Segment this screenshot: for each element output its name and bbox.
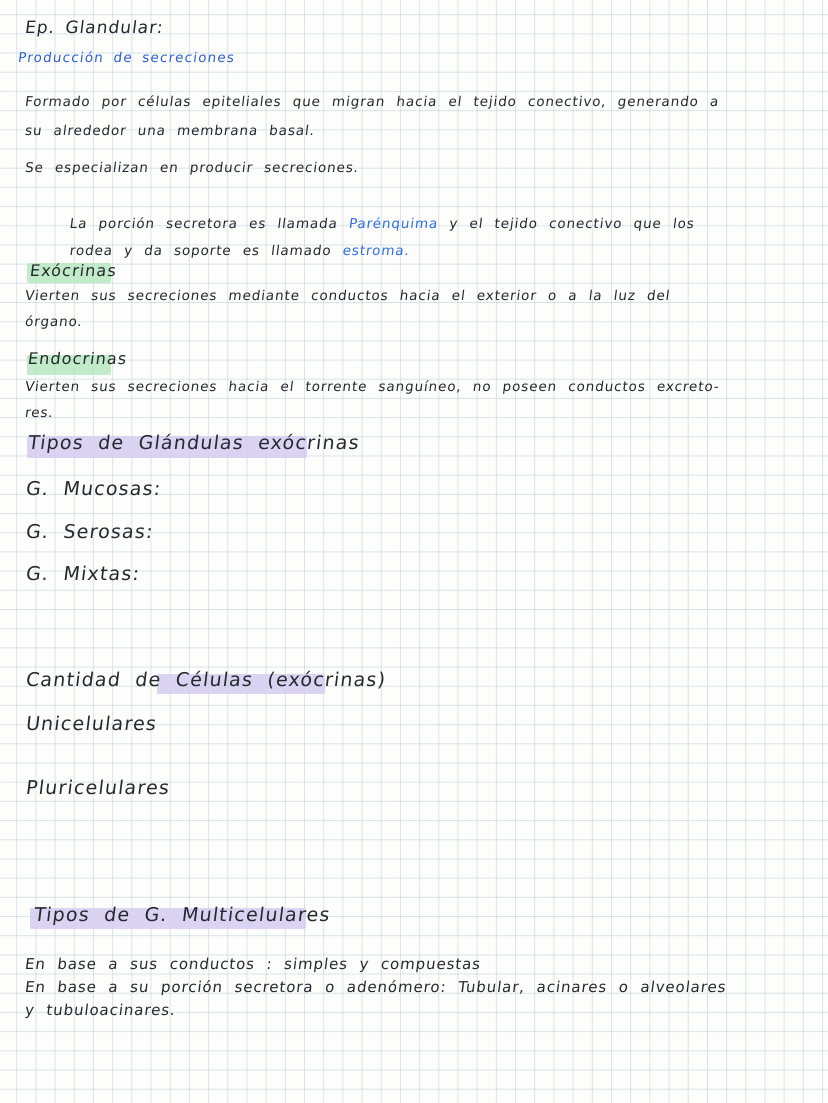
endocrinas-line-1: Vierten sus secreciones hacia el torrente sanguíneo, no poseen conductos excreto-	[24, 379, 721, 395]
paragraph-3-line-2-part-a: rodea y da soporte es llamado	[68, 242, 344, 259]
list-item-unicelulares: Unicelulares	[24, 713, 159, 735]
multicelulares-line-2: En base a su porción secretora o adenómero: Tubular, acinares o alveolares	[23, 978, 728, 996]
paragraph-1-line-1: Formado por células epiteliales que migran hacia el tejido conectivo, generando a	[24, 94, 721, 110]
term-parenquima: Parénquima	[348, 215, 440, 232]
multicelulares-line-1: En base a sus conductos : simples y compuestas	[23, 955, 483, 973]
note-subtitle: Producción de secreciones	[17, 50, 237, 66]
list-item-pluricelulares: Pluricelulares	[24, 777, 172, 799]
heading-tipos-exocrinas: Tipos de Glándulas exócrinas	[26, 432, 362, 454]
endocrinas-line-2: res.	[24, 405, 55, 421]
multicelulares-line-3: y tubuloacinares.	[23, 1001, 177, 1019]
heading-exocrinas: Exócrinas	[28, 261, 119, 280]
heading-tipos-multicelulares: Tipos de G. Multicelulares	[32, 904, 332, 926]
note-title: Ep. Glandular:	[23, 18, 165, 38]
paragraph-2: Se especializan en producir secreciones.	[24, 160, 360, 176]
term-estroma: estroma.	[341, 242, 411, 259]
exocrinas-line-2: órgano.	[24, 314, 84, 330]
exocrinas-line-1: Vierten sus secreciones mediante conductos hacia el exterior o a la luz del	[24, 288, 672, 304]
heading-endocrinas: Endocrinas	[26, 349, 129, 368]
list-item-mixtas: G. Mixtas:	[24, 563, 142, 585]
list-item-serosas: G. Serosas:	[24, 521, 156, 543]
paragraph-3-line-1-part-a: La porción secretora es llamada	[68, 215, 351, 232]
list-item-mucosas: G. Mucosas:	[24, 478, 163, 500]
heading-cantidad-celulas: Cantidad de Células (exócrinas)	[24, 669, 388, 691]
paragraph-1-line-2: su alrededor una membrana basal.	[24, 123, 316, 139]
paragraph-3-line-1-part-c: y el tejido conectivo que los	[437, 215, 696, 232]
